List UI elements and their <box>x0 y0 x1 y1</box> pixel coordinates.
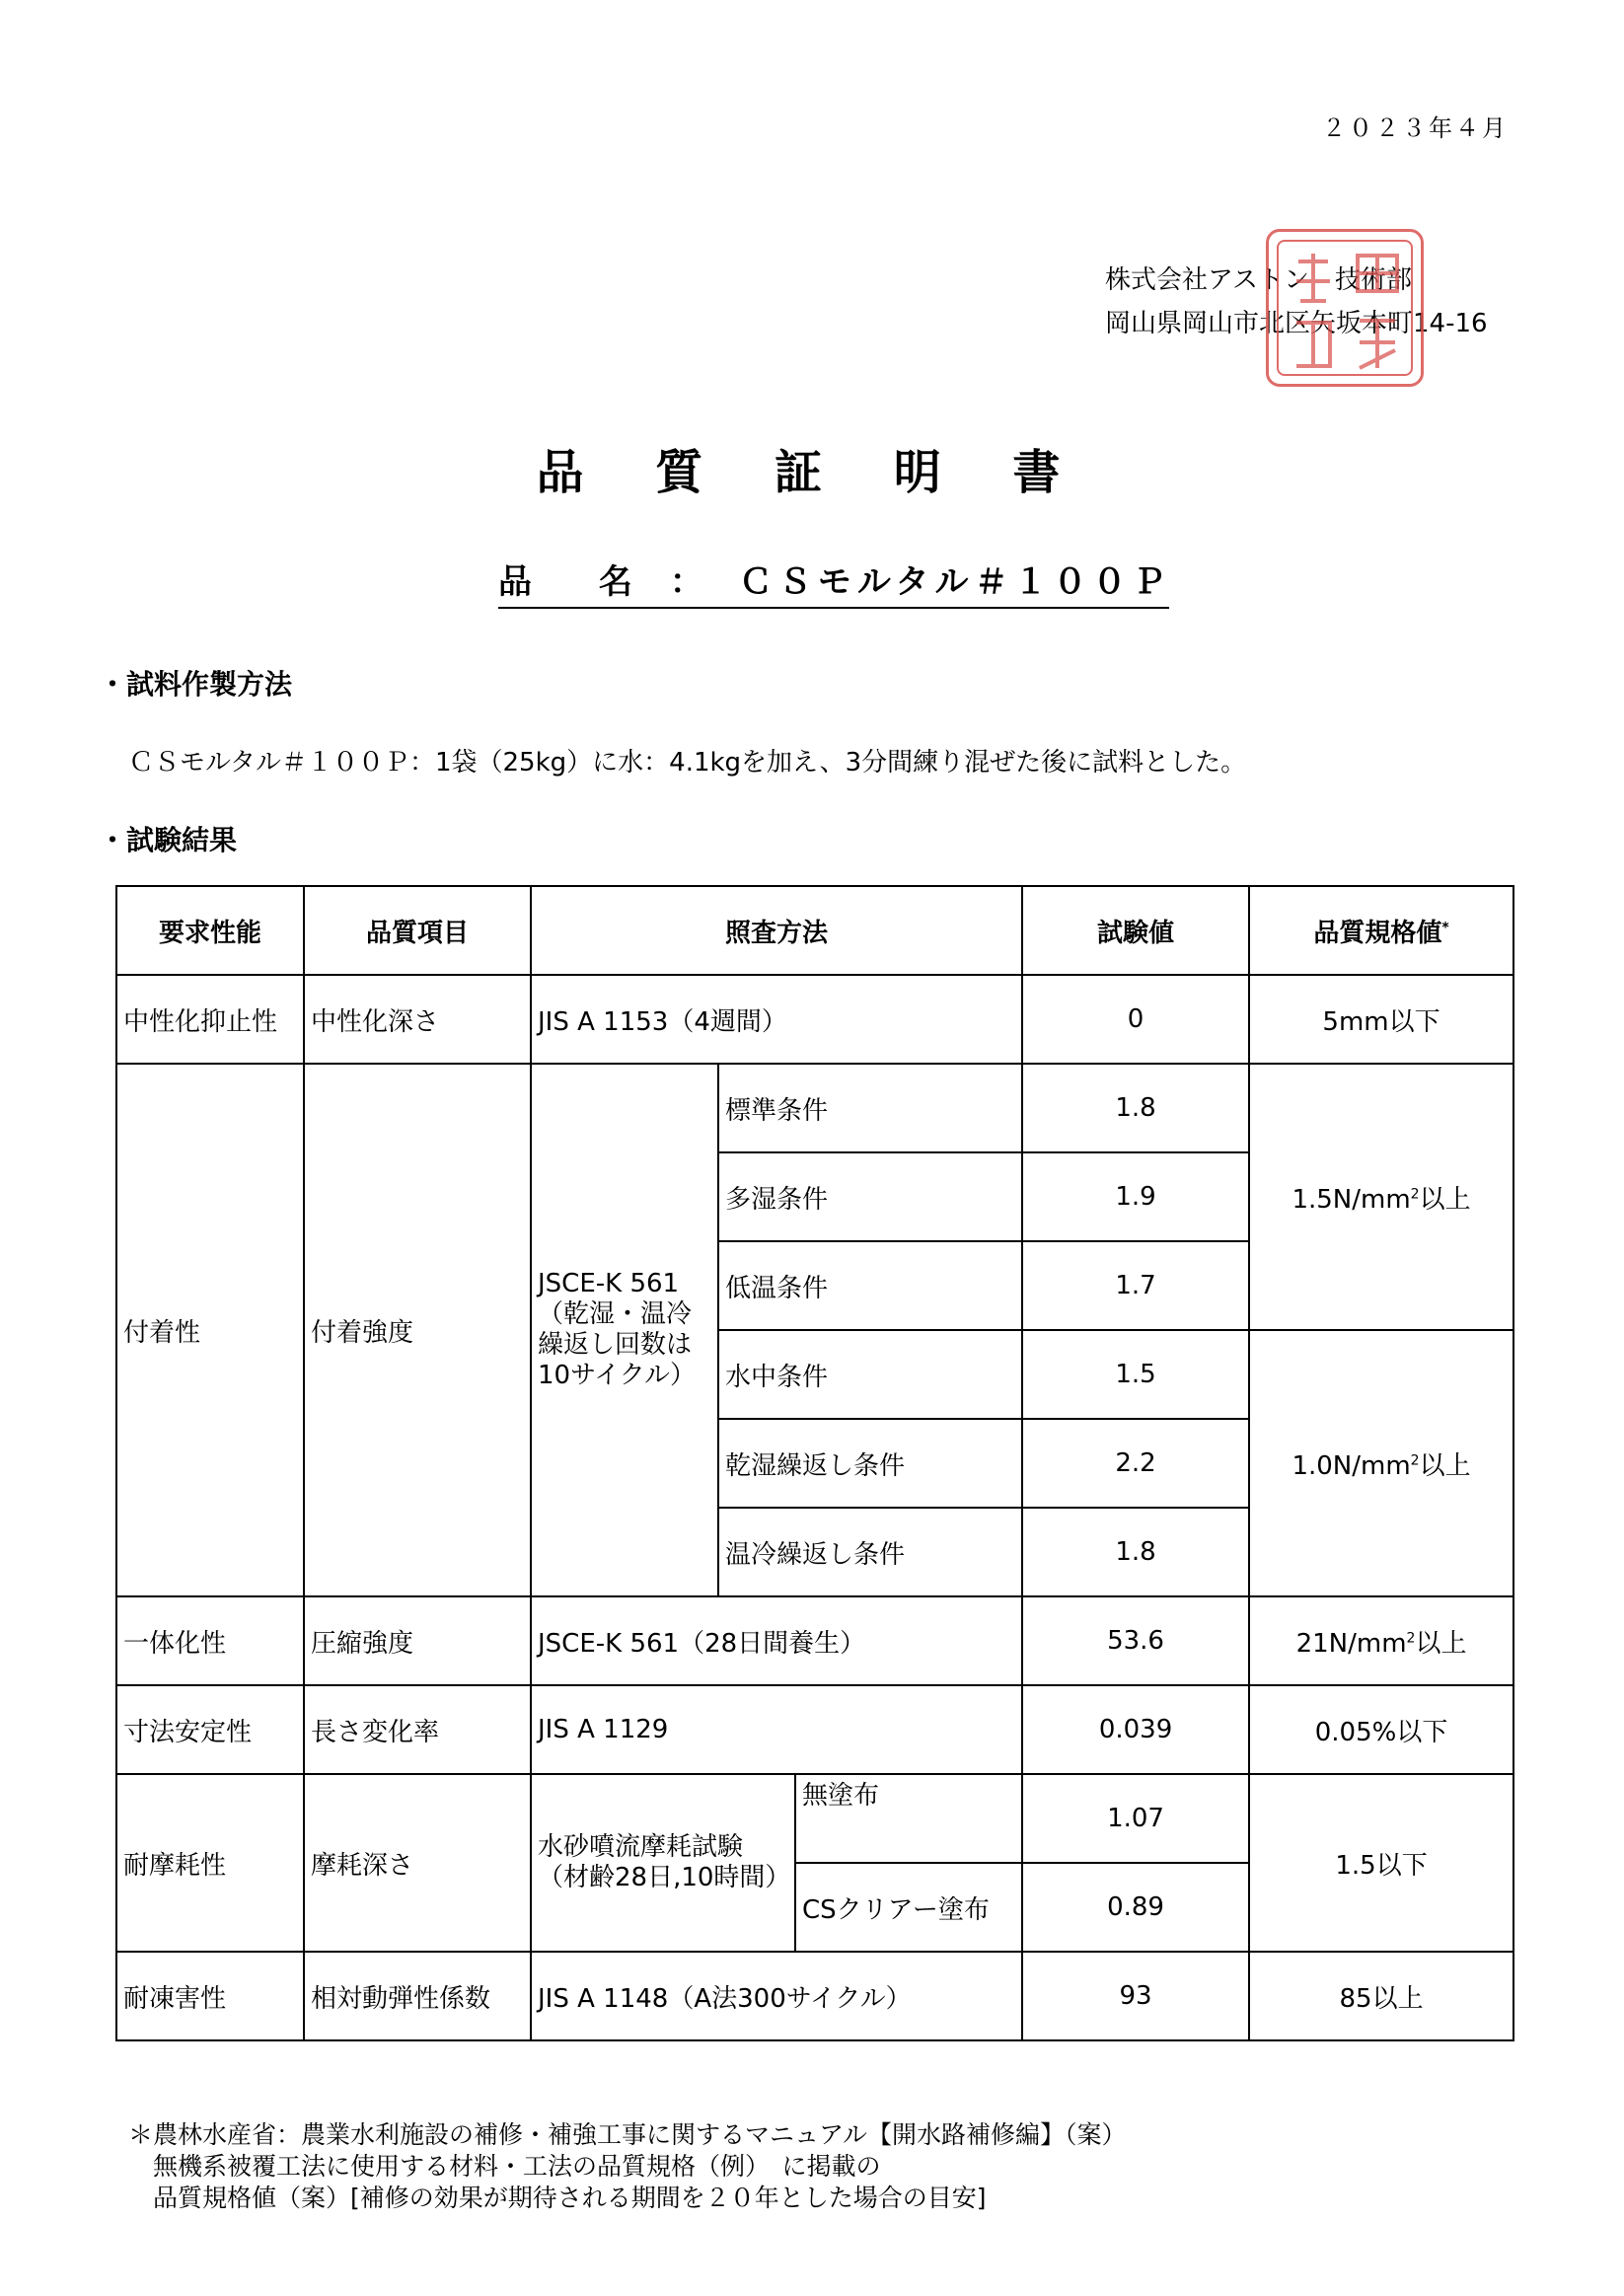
cell-condition: CSクリアー塗布 <box>795 1863 1022 1952</box>
footnote <box>128 2119 1127 2214</box>
cell-item: 中性化深さ <box>304 975 531 1064</box>
cell-performance: 寸法安定性 <box>116 1685 304 1774</box>
table-row <box>116 1685 1513 1774</box>
preparation-text: ＣＳモルタル＃１００Ｐ：1袋（25kg）に水：4.1kgを加え、3分間練り混ぜた後に試料とした。 <box>128 748 1247 778</box>
cell-condition: 乾湿繰返し条件 <box>718 1419 1022 1508</box>
issue-date: ２０２３年４月 <box>1322 114 1509 142</box>
cell-standard: $1.5N/mm^2$以上 <box>1249 1064 1513 1330</box>
cell-performance: 中性化抑止性 <box>116 975 304 1064</box>
cell-value: 0.89 <box>1022 1863 1249 1952</box>
cell-condition: 低温条件 <box>718 1241 1022 1330</box>
cell-value: 1.8 <box>1022 1508 1249 1596</box>
footnote-line: ＊農林水産省：農業水利施設の補修・補強工事に関するマニュアル【開水路補修編】（案） <box>128 2120 1127 2149</box>
cell-method: JIS A 1148（A法300サイクル） <box>531 1952 1022 2040</box>
cell-method: JSCE-K 561（28日間養生） <box>531 1596 1022 1685</box>
table-row <box>116 1064 1513 1152</box>
cell-value: 1.7 <box>1022 1241 1249 1330</box>
cell-standard: 1.5以下 <box>1249 1774 1513 1952</box>
footnote-line: 品質規格値（案）[補修の効果が期待される期間を２０年とした場合の目安] <box>128 2184 987 2212</box>
cell-standard: $21N/mm^2$以上 <box>1249 1596 1513 1685</box>
product-name: ＣＳモルタル＃１００Ｐ <box>738 562 1172 602</box>
cell-value: 1.9 <box>1022 1152 1249 1241</box>
cell-item: 圧縮強度 <box>304 1596 531 1685</box>
cell-condition: 多湿条件 <box>718 1152 1022 1241</box>
cell-condition: 水中条件 <box>718 1330 1022 1419</box>
header-performance: 要求性能 <box>116 886 304 975</box>
company-address: 岡山県岡山市北区矢坂本町14-16 <box>1105 309 1488 338</box>
cell-performance: 付着性 <box>116 1064 304 1596</box>
cell-method: 水砂噴流摩耗試験（材齢28日,10時間） <box>531 1774 795 1952</box>
header-test-value: 試験値 <box>1022 886 1249 975</box>
test-results-table <box>115 885 1514 2041</box>
header-quality-item: 品質項目 <box>304 886 531 975</box>
company-name: 株式会社アストン 技術部 <box>1105 265 1412 295</box>
cell-standard: 85以上 <box>1249 1952 1513 2040</box>
section-heading-results: ・試験結果 <box>99 824 238 856</box>
cell-value: 0 <box>1022 975 1249 1064</box>
cell-item: 相対動弾性係数 <box>304 1952 531 2040</box>
cell-method: JIS A 1153（4週間） <box>531 975 1022 1064</box>
header-standard: 品質規格値* <box>1249 886 1513 975</box>
cell-performance: 耐凍害性 <box>116 1952 304 2040</box>
cell-item: 長さ変化率 <box>304 1685 531 1774</box>
cell-value: 93 <box>1022 1952 1249 2040</box>
cell-method: JIS A 1129 <box>531 1685 1022 1774</box>
cell-standard: 0.05%以下 <box>1249 1685 1513 1774</box>
cell-standard: $1.0N/mm^2$以上 <box>1249 1330 1513 1596</box>
cell-condition: 無塗布 <box>795 1774 1022 1863</box>
section-heading-preparation: ・試料作製方法 <box>99 668 293 701</box>
table-row <box>116 975 1513 1064</box>
document-title: 品 質 証 明 書 <box>536 445 1088 500</box>
cell-value: 1.8 <box>1022 1064 1249 1152</box>
product-line <box>498 555 1172 609</box>
table-row <box>116 1774 1513 1863</box>
product-label: 品 名 <box>498 562 660 602</box>
table-header-row <box>116 886 1513 975</box>
table-row <box>116 1596 1513 1685</box>
cell-value: 1.5 <box>1022 1330 1249 1419</box>
header-method: 照査方法 <box>531 886 1022 975</box>
table-row <box>116 1952 1513 2040</box>
cell-item: 付着強度 <box>304 1064 531 1596</box>
cell-value: 1.07 <box>1022 1774 1249 1863</box>
cell-performance: 耐摩耗性 <box>116 1774 304 1952</box>
cell-performance: 一体化性 <box>116 1596 304 1685</box>
cell-item: 摩耗深さ <box>304 1774 531 1952</box>
cell-value: 2.2 <box>1022 1419 1249 1508</box>
cell-value: 0.039 <box>1022 1685 1249 1774</box>
cell-method: JSCE-K 561（乾湿・温冷繰返し回数は10サイクル） <box>531 1064 718 1596</box>
cell-condition: 標準条件 <box>718 1064 1022 1152</box>
header-standard-mark: * <box>1441 919 1449 935</box>
footnote-line: 無機系被覆工法に使用する材料・工法の品質規格（例） に掲載の <box>128 2152 881 2181</box>
cell-standard: 5mm以下 <box>1249 975 1513 1064</box>
cell-value: 53.6 <box>1022 1596 1249 1685</box>
cell-condition: 温冷繰返し条件 <box>718 1508 1022 1596</box>
product-separator: ： <box>669 562 709 602</box>
company-seal-stamp <box>1266 229 1424 387</box>
